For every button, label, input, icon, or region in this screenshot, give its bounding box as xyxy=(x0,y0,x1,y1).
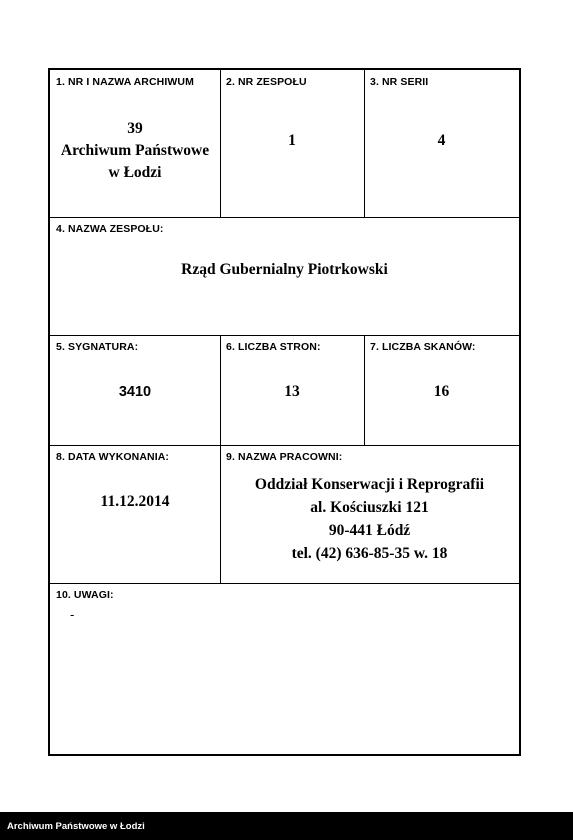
series-number-value: 4 xyxy=(437,132,446,149)
date-label: 8. DATA WYKONANIA: xyxy=(56,451,170,463)
archive-name-line2: w Łodzi xyxy=(108,164,162,181)
fonds-name-label: 4. NAZWA ZESPOŁU: xyxy=(56,223,164,235)
archive-cell xyxy=(50,70,220,217)
page-count-value: 13 xyxy=(284,383,300,400)
studio-cell xyxy=(220,445,519,583)
series-number-label: 3. NR SERII xyxy=(370,76,429,88)
studio-value xyxy=(220,473,519,565)
page-count-cell xyxy=(220,335,364,445)
remarks-label: 10. UWAGI: xyxy=(56,589,114,601)
signature-value: 3410 xyxy=(118,384,152,400)
archive-label: 1. NR I NAZWA ARCHIWUM xyxy=(56,76,194,88)
footer-text: Archiwum Państwowe w Łodzi xyxy=(7,821,145,832)
fonds-name-value: Rząd Gubernialny Piotrkowski xyxy=(181,261,388,278)
metadata-card xyxy=(48,68,521,756)
archive-number: 39 xyxy=(127,120,143,137)
studio-street: al. Kościuszki 121 xyxy=(310,499,429,516)
page-count-label: 6. LICZBA STRON: xyxy=(226,341,321,353)
fonds-number-cell xyxy=(220,70,364,217)
archive-value xyxy=(50,118,220,184)
scan-count-value: 16 xyxy=(433,383,450,400)
archive-name-line1: Archiwum Państwowe xyxy=(60,142,210,159)
studio-postal: 90-441 Łódź xyxy=(328,522,411,539)
studio-name: Oddział Konserwacji i Reprografii xyxy=(254,476,485,493)
signature-cell xyxy=(50,335,220,445)
signature-label: 5. SYGNATURA: xyxy=(56,341,139,353)
fonds-name-cell xyxy=(50,217,519,335)
footer-bar xyxy=(0,812,573,840)
series-number-cell xyxy=(364,70,519,217)
studio-phone: tel. (42) 636-85-35 w. 18 xyxy=(291,545,448,562)
remarks-value: - xyxy=(70,607,75,622)
date-value: 11.12.2014 xyxy=(100,493,170,510)
fonds-number-label: 2. NR ZESPOŁU xyxy=(226,76,307,88)
remarks-cell xyxy=(50,583,519,754)
scan-count-cell xyxy=(364,335,519,445)
fonds-number-value: 1 xyxy=(288,132,296,149)
date-cell xyxy=(50,445,220,583)
scan-count-label: 7. LICZBA SKANÓW: xyxy=(370,341,476,353)
studio-label: 9. NAZWA PRACOWNI: xyxy=(226,451,343,463)
